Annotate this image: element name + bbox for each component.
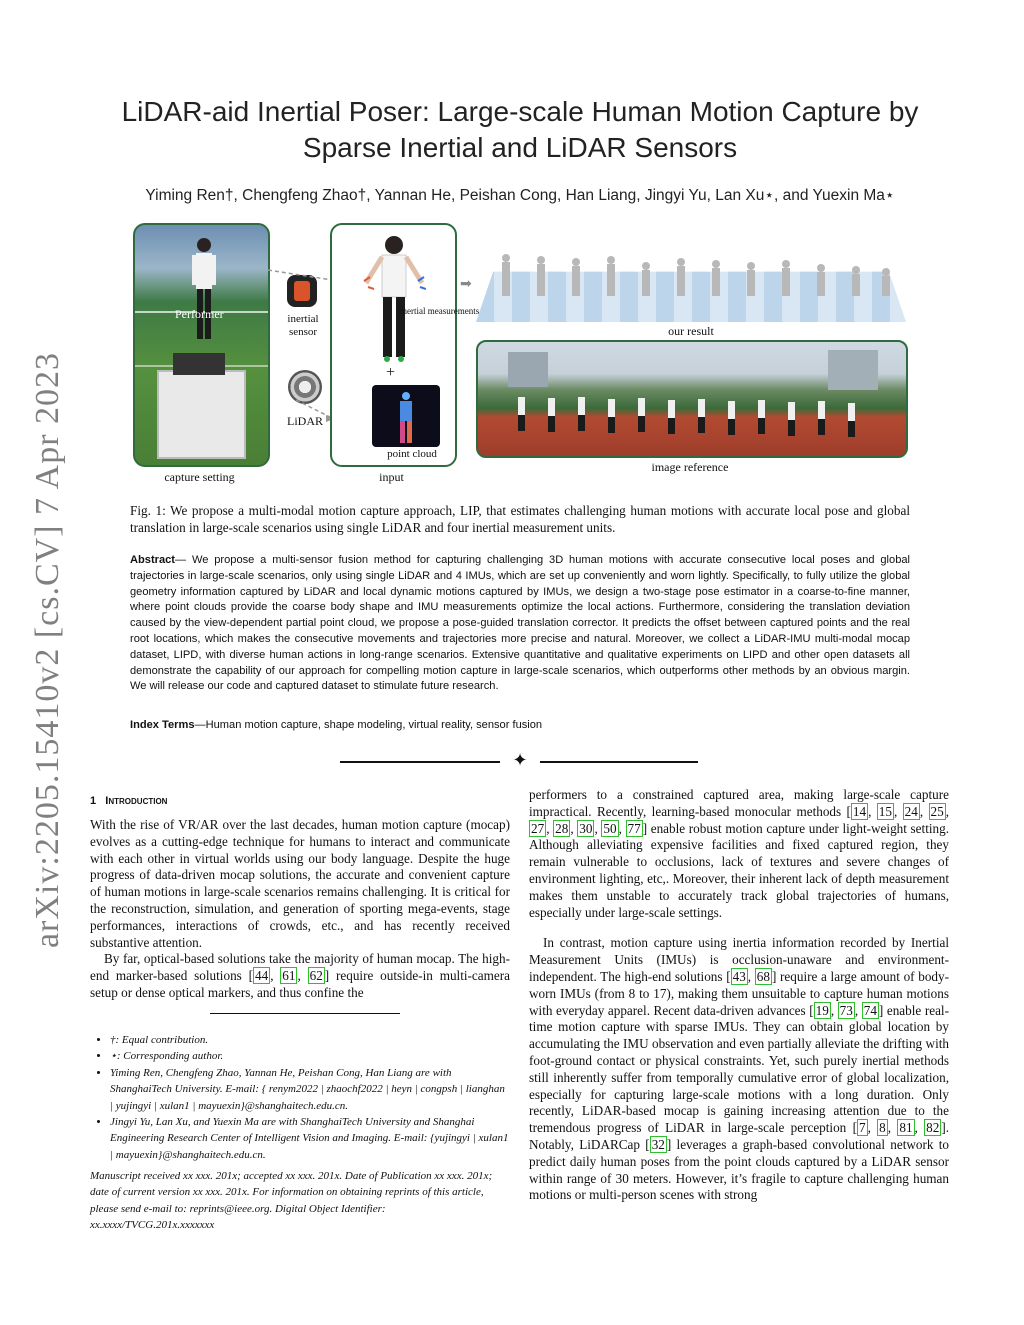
intro-paragraph-2: By far, optical-based solutions take the majority of human mocap. The high-end marker-based solutions [ 44 , 61 , 62 ] require outside-in multi-camera setup or dense optical markers, and thus confine the [90, 951, 510, 1000]
citation-link[interactable]: 61 [282, 968, 296, 984]
citation-link[interactable]: 62 [309, 968, 323, 984]
note-corresponding-author: • ⋆: Corresponding author. [110, 1048, 510, 1064]
author-list: Yiming Ren†, Chengfeng Zhao†, Yannan He, Peishan Cong, Han Liang, Jingyi Yu, Lan Xu⋆, and Yuexin Ma⋆ [145, 187, 895, 204]
section-number: 1 [90, 795, 97, 807]
footnote-rule [210, 1013, 400, 1014]
point-cloud-label: point cloud [387, 448, 437, 460]
author-notes [90, 1032, 510, 1163]
index-terms [130, 719, 910, 731]
lidar-label: LiDAR [287, 414, 323, 428]
abstract-text: — We propose a multi-sensor fusion method for capturing challenging 3D human motions with accurate consecutive local poses and global trajectories in large-scale scenarios, only using single LiDAR and 4 IMUs, which are set up conveniently and worn lightly. Specifically, to fully utilize the global geometry information captured by LiDAR and local dynamic motions captured by IMUs, we design a two-stage pose estimator in a coarse-to-fine manner, where point clouds provide the coarse body shape and IMU measurements optimize the local actions. Furthermore, considering the translation deviation caused by the view-dependent partial point cloud, we propose a pose-guided translation corrector. It predicts the offset between captured points and the real root locations, which makes the consecutive movements and trajectories more precise and natural. Moreover, we collect a LiDAR-IMU multi-modal mocap dataset, LIPD, with diverse human actions in long-range scenarios. Extensive quantitative and qualitative experiments on LIPD and other open datasets all demonstrate the capability of our approach for compelling motion capture in large-scale scenarios, which outperforms other methods by an obvious margin. We will release our code and captured dataset to stimulate future research. [130, 554, 910, 693]
image-reference-label: image reference [651, 460, 729, 474]
intro-paragraph-1: With the rise of VR/AR over the last decades, human motion capture (mocap) evolves as a cutting-edge technique for humans to interact and communicate with each other in virtual worlds using our body language. Despite the huge progress of data-driven mocap solutions, the accurate and convenient capture of human motions in large-scale scenarios remains challenging. It is critical for the reconstruction, simulation, and generation of sporting mega-events, stage performances, interactions of crowds, etc., and has recently received substantive attention. [90, 817, 510, 950]
citation-link[interactable]: 32 [651, 1136, 665, 1152]
section-title: Introduction [105, 795, 168, 807]
citation-link[interactable]: 14 [852, 803, 867, 819]
citation-link[interactable]: 24 [904, 803, 918, 819]
arxiv-identifier-text: arXiv:2205.15410v2 [cs.CV] 7 Apr 2023 [29, 351, 66, 949]
capture-setting-photo [133, 223, 270, 467]
inertial-measurements-label: inertial measurements [400, 306, 480, 316]
point-cloud-image [372, 385, 440, 447]
manuscript-info: Manuscript received xx xxx. 201x; accepted xx xxx. 201x. Date of Publication xx xxx. 201x; date of current version xx xxx. 201x. For information on obtaining reprints of this article, please send e-mail to: reprints@ieee.org. Digital Object Identifier: xx.xxxx/TVCG.201x.xxxxxxx [90, 1170, 493, 1232]
citation-link[interactable]: 73 [839, 1002, 853, 1018]
citation-link[interactable]: 77 [627, 820, 641, 836]
intro-paragraph-4: In contrast, motion capture using inertia information recorded by Inertial Measurement Units (IMUs) is occlusion-unaware and environment-independent. The high-end solutions [ 43 , 68 ] require a large amount of body-worn IMUs (from 8 to 17), making them unsuitable to capture human motions with everyday apparel. Recent data-driven advances [ 19 , 73 , 74 ] enable real-time motion capture with sparse IMUs. They can obtain global location by accumulating the IMU observation and even partially alleviate the drifting with foot-ground contact or physical constraints. Yet, such purely inertial methods still inherently suffer from temporally cumulative error of global localization, especially for capturing large-scale motions with a long duration. Only recently, LiDAR-based mocap is gaining increasing attention due to the tremendous progress of LiDAR in large-scale perception [ 7 , 8 , 81 , 82 ]. Notably, LiDARCap [ 32 ] leverages a graph-based convolutional network to predict daily human poses from the point clouds captured by a LiDAR sensor within range of 30 meters. However, it’s fragile to capture challenging human motions or multi-person scenes with strong [529, 935, 950, 1203]
plus-symbol: + [386, 364, 396, 381]
note-affiliation-1: • Yiming Ren, Chengfeng Zhao, Yannan He, Peishan Cong, Han Liang are with ShanghaiTech University. E-mail: { renym2022 | zhaochf2022 | heyn | congpsh | lianghan | yujingyi | xulan1 | mayuexin}@shanghaitech.edu.cn. [110, 1065, 510, 1114]
citation-link[interactable]: 50 [603, 820, 617, 836]
input-label: input [379, 470, 404, 484]
subject-with-imus [362, 233, 426, 373]
image-reference-photo [476, 340, 908, 458]
capture-setting-label: capture setting [164, 470, 235, 484]
performer-figure [191, 235, 217, 355]
citation-link[interactable]: 7 [858, 1120, 866, 1136]
abstract [130, 553, 910, 695]
section-divider [340, 752, 700, 772]
equipment-cart [157, 370, 246, 459]
section-heading [90, 795, 167, 807]
citation-link[interactable]: 44 [255, 968, 269, 984]
result-motion-sequence [486, 252, 896, 300]
citation-link[interactable]: 43 [732, 968, 746, 984]
reference-runners [478, 342, 906, 456]
citation-link[interactable]: 30 [579, 820, 593, 836]
divider-line [340, 761, 500, 763]
citation-link[interactable]: 15 [878, 803, 892, 819]
citation-link[interactable]: 19 [815, 1002, 829, 1018]
inertial-sensor-label: inertial sensor [287, 313, 319, 338]
dashed-arrows [266, 250, 336, 430]
performer-label: Performer [175, 307, 224, 321]
citation-link[interactable]: 25 [930, 803, 944, 819]
figure-caption: Fig. 1: We propose a multi-modal motion capture approach, LIP, that estimates challenging human motions with accurate local pose and global translation in large-scale scenarios using single LiDAR and four inertial measurement units. [130, 503, 910, 535]
intro-paragraph-3: performers to a constrained captured area, making large-scale capture impractical. Recently, learning-based monocular methods [ 14 , 15 , 24 , 25 , 27 , 28 , 30 , 50 , 77 ] enable robust motion capture under light-weight setting. Although alleviating expensive facilities and fixed captured region, they remain vulnerable to occlusions, lack of textures and severe changes of environment lighting, etc,. Moreover, their inherent lack of depth measurement makes them unstable to accurately track global trajectories of humans, especially under large-scale settings. [529, 787, 950, 920]
citation-link[interactable]: 8 [879, 1120, 886, 1136]
divider-star-icon: ✦ [512, 750, 528, 770]
citation-link[interactable]: 74 [863, 1002, 877, 1018]
paper-title: LiDAR-aid Inertial Poser: Large-scale Human Motion Capture by Sparse Inertial and LiDAR Sensors [121, 96, 919, 163]
arrow-right-icon: ➡ [460, 277, 472, 292]
citation-link[interactable]: 82 [926, 1120, 940, 1136]
index-terms-label: Index Terms [130, 719, 195, 731]
divider-line [540, 761, 698, 763]
intro-column-left [90, 817, 510, 1002]
laptop [173, 353, 225, 375]
note-equal-contribution: • †: Equal contribution. [110, 1032, 510, 1048]
note-affiliation-2: • Jingyi Yu, Lan Xu, and Yuexin Ma are with ShanghaiTech University and Shanghai Engineering Research Center of Intelligent Vision and Imaging. E-mail: {yujingyi | xulan1 | mayuexin}@shanghaitech.edu.cn. [110, 1114, 510, 1163]
intro-column-right [529, 787, 949, 1204]
index-terms-text: —Human motion capture, shape modeling, virtual reality, sensor fusion [194, 719, 543, 731]
arxiv-identifier [18, 351, 78, 949]
citation-link[interactable]: 81 [899, 1120, 913, 1136]
citation-link[interactable]: 68 [756, 968, 770, 984]
abstract-label: Abstract [130, 554, 176, 566]
citation-link[interactable]: 28 [555, 820, 569, 836]
point-cloud-figure [394, 391, 418, 445]
citation-link[interactable]: 27 [531, 820, 545, 836]
our-result-label: our result [668, 324, 714, 338]
